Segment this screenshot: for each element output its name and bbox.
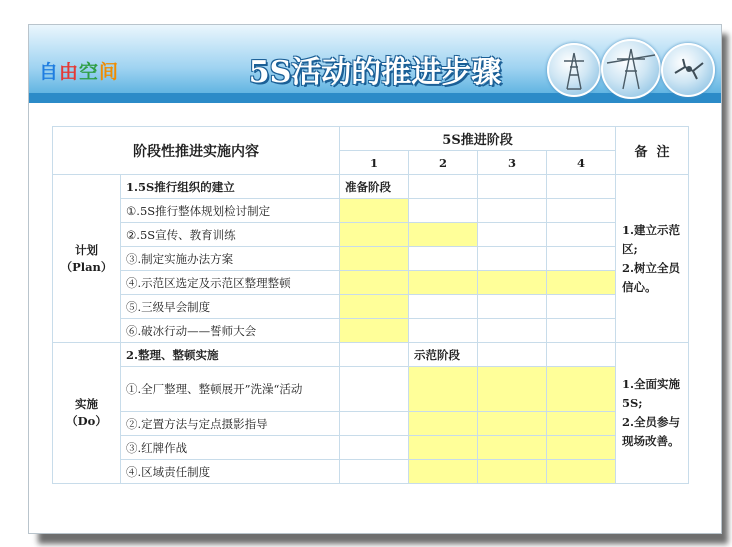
slide: [28, 24, 722, 534]
stage-number: 4: [547, 151, 616, 175]
stage-cell-filled: [340, 223, 409, 247]
stage-cell: [547, 199, 616, 223]
section-label: 计划 （Plan）: [53, 175, 121, 343]
page-title: 5S活动的推进步骤: [248, 55, 502, 90]
section-remark: 1.全面实施5S; 2.全员参与现场改善。: [616, 343, 689, 484]
stage-cell-filled: [547, 271, 616, 295]
steps-table-wrap: [52, 126, 689, 484]
stage-cell: [340, 367, 409, 412]
stage-cell-filled: [340, 319, 409, 343]
stage-number: 1: [340, 151, 409, 175]
task-cell: 2.整理、整顿实施: [121, 343, 340, 367]
stage-cell: [547, 295, 616, 319]
task-cell: 1.5S推行组织的建立: [121, 175, 340, 199]
stage-cell-filled: [478, 271, 547, 295]
stage-cell-filled: [478, 460, 547, 484]
stage-cell-filled: [409, 436, 478, 460]
remark-header: 备 注: [616, 127, 689, 175]
task-cell: ①.全厂整理、整顿展开”洗澡“活动: [121, 367, 340, 412]
stage-cell: [478, 199, 547, 223]
stage-cell: [547, 319, 616, 343]
brand-char: 空: [79, 61, 100, 83]
stage-cell-filled: [409, 223, 478, 247]
stage-cell-filled: [478, 367, 547, 412]
section-label: 实施 （Do）: [53, 343, 121, 484]
content-header: 阶段性推进实施内容: [53, 127, 340, 175]
stage-cell: [547, 175, 616, 199]
stage-number: 3: [478, 151, 547, 175]
stage-cell-filled: [478, 436, 547, 460]
stage-cell: [547, 343, 616, 367]
stage-cell: [478, 319, 547, 343]
phase-marker: 准备阶段: [340, 175, 409, 199]
phase-marker: 示范阶段: [409, 343, 478, 367]
section-remark: 1.建立示范区; 2.树立全员信心。: [616, 175, 689, 343]
stage-cell: [340, 436, 409, 460]
stage-cell-filled: [409, 271, 478, 295]
satellite-photo-icon: [661, 43, 715, 97]
stage-cell: [478, 247, 547, 271]
brand-char: 自: [39, 61, 60, 83]
stage-cell: [340, 412, 409, 436]
task-cell: ①.5S推行整体规划检讨制定: [121, 199, 340, 223]
task-cell: ②.定置方法与定点摄影指导: [121, 412, 340, 436]
stage-cell: [478, 343, 547, 367]
task-cell: ⑥.破冰行动——誓师大会: [121, 319, 340, 343]
stage-cell: [409, 199, 478, 223]
stage-cell-filled: [547, 436, 616, 460]
task-cell: ③.制定实施办法方案: [121, 247, 340, 271]
stage-number: 2: [409, 151, 478, 175]
task-cell: ②.5S宣传、教育训练: [121, 223, 340, 247]
stage-cell-filled: [547, 412, 616, 436]
stage-cell: [478, 175, 547, 199]
stage-cell: [547, 223, 616, 247]
stage-cell-filled: [547, 367, 616, 412]
stage-cell: [478, 223, 547, 247]
stage-cell-filled: [340, 271, 409, 295]
stages-header: 5S推进阶段: [340, 127, 616, 151]
stage-cell: [547, 247, 616, 271]
stage-cell: [340, 460, 409, 484]
task-cell: ④.示范区选定及示范区整理整顿: [121, 271, 340, 295]
stage-cell-filled: [409, 460, 478, 484]
stage-cell-filled: [340, 199, 409, 223]
stage-cell-filled: [340, 295, 409, 319]
tower-photo-icon: [601, 39, 661, 99]
tower-photo-icon: [547, 43, 601, 97]
stage-cell: [409, 247, 478, 271]
stage-cell-filled: [478, 412, 547, 436]
stage-cell: [409, 295, 478, 319]
stage-cell-filled: [340, 247, 409, 271]
brand-char: 由: [59, 61, 80, 83]
stage-cell-filled: [409, 367, 478, 412]
task-cell: ④.区域责任制度: [121, 460, 340, 484]
slide-header: [29, 25, 721, 103]
steps-table: [52, 126, 689, 484]
stage-cell-filled: [409, 412, 478, 436]
stage-cell: [409, 319, 478, 343]
task-cell: ③.红牌作战: [121, 436, 340, 460]
stage-cell: [478, 295, 547, 319]
brand-char: 间: [99, 61, 120, 83]
task-cell: ⑤.三级早会制度: [121, 295, 340, 319]
stage-cell: [340, 343, 409, 367]
stage-cell-filled: [547, 460, 616, 484]
stage-cell: [409, 175, 478, 199]
